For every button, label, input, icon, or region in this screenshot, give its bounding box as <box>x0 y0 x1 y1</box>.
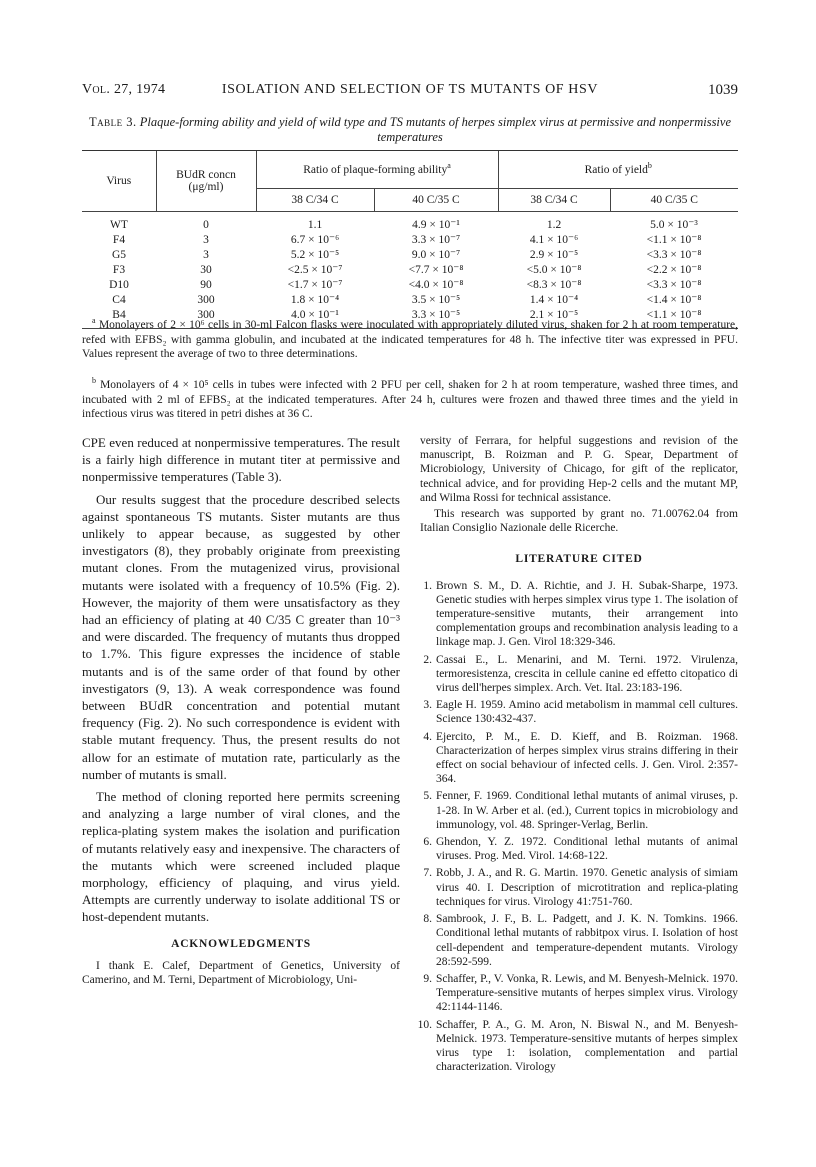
cell-yield-40: <2.2 × 10⁻⁸ <box>646 264 702 276</box>
cell-yield-40: <1.1 × 10⁻⁸ <box>610 308 738 329</box>
cell-virus: G5 <box>111 249 127 261</box>
cell-pfa-38: <1.7 × 10⁻⁷ <box>287 279 343 291</box>
table-row <box>82 233 738 248</box>
cell-budr: 300 <box>156 308 256 329</box>
cell-pfa-38: 1.1 <box>307 219 323 231</box>
group-header-yield-label: Ratio of yield <box>584 163 648 176</box>
column-header-budr-unit: (μg/ml) <box>188 181 224 193</box>
footnote-ref-b: b <box>647 160 652 170</box>
data-table <box>82 150 738 329</box>
body-paragraph: CPE even reduced at nonpermissive temperatures. The result is a fairly high difference in mutant titer at permissive and nonpermissive temperatures (Table 3). <box>82 435 400 485</box>
reference-item <box>417 1018 738 1075</box>
reference-number: 10. <box>417 1018 432 1031</box>
reference-number: 2. <box>423 653 432 666</box>
cell-budr: 90 <box>200 279 212 291</box>
reference-text: Sambrook, J. F., B. L. Padgett, and J. K. N. Tomkins. 1966. Conditional lethal mutants of rabbitpox virus. I. Isolation of host cell-dependent and temperature-dependent mutants. Virology 28:592-599. <box>436 913 738 968</box>
footnote-b-mark: b <box>92 376 96 386</box>
reference-item <box>420 698 738 726</box>
cell-budr: 3 <box>203 234 209 246</box>
subheader-pfa-38-34: 38 C/34 C <box>256 189 374 212</box>
acknowledgments-continued: versity of Ferrara, for helpful suggestions and revision of the manuscript, B. Roizman and P. G. Spear, Department of Microbiology, University of Chicago, for gift of the replicator, technical advice, and for providing Hep-2 cells and the mutant MP, and Wilma Rossi for technical assistance. <box>420 435 738 504</box>
cell-yield-38: 4.1 × 10⁻⁶ <box>529 234 579 246</box>
reference-item <box>420 835 738 863</box>
group-header-plaque-forming <box>256 151 498 189</box>
cell-virus: WT <box>110 219 128 231</box>
volume-label: Vol. 27, 1974 <box>82 82 166 97</box>
running-title: ISOLATION AND SELECTION OF TS MUTANTS OF HSV <box>221 82 599 97</box>
reference-item <box>420 653 738 696</box>
cell-pfa-38: 4.0 × 10⁻¹ <box>256 308 374 329</box>
reference-text: Fenner, F. 1969. Conditional lethal mutants of animal viruses, p. 1-28. In W. Arber et al. (ed.), Current topics in microbiology and immunology, vol. 48. Springer-Verlag, Berlin. <box>436 790 738 831</box>
reference-text: Ejercito, P. M., E. D. Kieff, and B. Roizman. 1968. Characterization of herpes simplex virus strains differing in their effect on social behaviour of infected cells. J. Gen. Virol. 2:357-364. <box>436 730 738 786</box>
reference-number: 6. <box>423 836 432 849</box>
cell-pfa-38: 6.7 × 10⁻⁶ <box>290 234 340 246</box>
cell-yield-40: <1.4 × 10⁻⁸ <box>646 294 702 306</box>
cell-yield-38: <8.3 × 10⁻⁸ <box>526 279 582 291</box>
running-head <box>82 82 738 104</box>
cell-pfa-40: <7.7 × 10⁻⁸ <box>408 264 464 276</box>
reference-item <box>420 866 738 909</box>
cell-pfa-40: 3.3 × 10⁻⁷ <box>411 234 461 246</box>
cell-yield-38: 2.1 × 10⁻⁵ <box>498 308 610 329</box>
reference-text: Schaffer, P. A., G. M. Aron, N. Biswal N., and M. Benyesh-Melnick. 1973. Temperature-sensitive mutants of herpes simplex virus type 1: isolation, complementation and partial characterization. Virology <box>436 1018 738 1074</box>
reference-item <box>420 912 738 969</box>
column-header-budr <box>156 151 256 212</box>
acknowledgments-text: I thank E. Calef, Department of Genetics, University of Camerino, and M. Terni, Department of Microbiology, Uni- <box>82 959 400 987</box>
cell-virus: D10 <box>109 279 129 291</box>
table-row <box>82 248 738 263</box>
cell-budr: 300 <box>197 294 215 306</box>
reference-number: 4. <box>423 730 432 743</box>
cell-budr: 3 <box>203 249 209 261</box>
cell-yield-38: 1.2 <box>546 219 562 231</box>
reference-number: 1. <box>423 579 432 592</box>
body-paragraph: The method of cloning reported here permits screening and analyzing a large number of viral clones, and the replica-plating system makes the isolation and purification of mutants relatively easy and inexpensive. The characters of the mutants which were screened included plaque morphology, efficiency of plaquing, and virus yield. Attempts are currently underway to isolate additional TS or host-dependent mutants. <box>82 789 400 925</box>
cell-pfa-38: <2.5 × 10⁻⁷ <box>287 264 343 276</box>
subheader-pfa-40-35: 40 C/35 C <box>374 189 498 212</box>
cell-yield-40: <3.3 × 10⁻⁸ <box>646 249 702 261</box>
cell-yield-40: <1.1 × 10⁻⁸ <box>646 234 702 246</box>
reference-text: Eagle H. 1959. Amino acid metabolism in mammal cell cultures. Science 130:432-437. <box>436 699 738 726</box>
footnote-a-mark: a <box>92 316 96 326</box>
column-header-budr-label: BUdR concn <box>176 169 236 181</box>
reference-item <box>420 730 738 787</box>
cell-yield-40: <3.3 × 10⁻⁸ <box>646 279 702 291</box>
table-footnote-a <box>82 318 738 362</box>
literature-cited-heading: LITERATURE CITED <box>515 553 643 566</box>
grant-statement: This research was supported by grant no. 71.00762.04 from Italian Consiglio Nazionale delle Ricerche. <box>420 508 738 535</box>
reference-number: 5. <box>423 790 432 803</box>
cell-budr: 0 <box>203 219 209 231</box>
cell-pfa-38: 5.2 × 10⁻⁵ <box>290 249 340 261</box>
body-paragraph: Our results suggest that the procedure described selects against spontaneous TS mutants. Sister mutants are thus unlikely to appear because, as suggested by other investigators (8), they probably originate from preexisting mutant clones. From the mutagenized virus, provisional mutants were isolated with a frequency of 10.5% (Fig. 2). However, the majority of them were unsatisfactory as they had an efficiency of plating at 40 C/35 C greater than 10⁻³ and were discarded. The frequency of mutants thus dropped to 1.7%. This figure expresses the incidence of stable mutants and is of the same order of that found by other investigators (9, 13). A weak correspondence was found between BUdR concentration and potential mutant frequency (Fig. 2). No such correspondence is evident with stable mutant frequency. Thus, the present results do not allow for an estimate of mutation rate, particularly as the number of mutants is small. <box>82 491 400 782</box>
group-header-plaque-forming-label: Ratio of plaque-forming ability <box>303 163 448 176</box>
cell-virus: F3 <box>112 264 126 276</box>
group-header-yield <box>498 151 738 189</box>
reference-text: Schaffer, P., V. Vonka, R. Lewis, and M. Benyesh-Melnick. 1970. Temperature-sensitive mutants of herpes simplex virus. Virology 42:1144-1146. <box>436 972 738 1014</box>
table-row <box>82 278 738 293</box>
right-column <box>417 434 738 1077</box>
cell-yield-40: 5.0 × 10⁻³ <box>650 219 698 231</box>
table-caption-text: Plaque-forming ability and yield of wild type and TS mutants of herpes simplex virus at permissive and nonpermissive temperatures <box>139 115 732 144</box>
reference-number: 9. <box>423 972 432 985</box>
cell-pfa-40: 9.0 × 10⁻⁷ <box>411 249 461 261</box>
page-number: 1039 <box>708 82 738 98</box>
cell-virus: F4 <box>112 234 126 246</box>
table-caption-label: Table 3. <box>88 115 137 129</box>
cell-yield-38: 1.4 × 10⁻⁴ <box>529 294 579 306</box>
reference-number: 3. <box>423 699 432 712</box>
cell-yield-38: 2.9 × 10⁻⁵ <box>529 249 579 261</box>
reference-text: Cassai E., L. Menarini, and M. Terni. 1972. Virulenza, termoresistenza, crescita in cellule canine ed effetto citopatico di virus dell'herpes simplex. Arch. Vet. Ital. 23:183-196. <box>436 653 738 695</box>
reference-text: Ghendon, Y. Z. 1972. Conditional lethal mutants of animal viruses. Prog. Med. Virol. 14:68-122. <box>436 836 738 863</box>
reference-number: 8. <box>423 913 432 926</box>
cell-pfa-40: 4.9 × 10⁻¹ <box>412 219 460 231</box>
table-row <box>82 263 738 278</box>
subheader-yield-38-34: 38 C/34 C <box>498 189 610 212</box>
cell-virus: B4 <box>82 308 156 329</box>
cell-yield-38: <5.0 × 10⁻⁸ <box>526 264 582 276</box>
table-row <box>82 212 738 234</box>
reference-item <box>420 972 738 1015</box>
reference-number: 7. <box>423 867 432 880</box>
cell-pfa-38: 1.8 × 10⁻⁴ <box>290 294 340 306</box>
subheader-yield-40-35: 40 C/35 C <box>610 189 738 212</box>
table-caption <box>82 115 738 145</box>
cell-pfa-40: 3.5 × 10⁻⁵ <box>411 294 461 306</box>
left-column <box>82 434 400 987</box>
table-footnote-b <box>82 378 738 422</box>
reference-text: Brown S. M., D. A. Richtie, and J. H. Subak-Sharpe, 1973. Genetic studies with herpes simplex virus type 1. The isolation of temperature-sensitive mutants, their arrangement into complementation groups and recombination analysis leading to a linkage map. J. Gen. Virol 18:329-346. <box>436 579 738 649</box>
cell-budr: 30 <box>200 264 212 276</box>
reference-item <box>420 579 738 650</box>
footnote-a-text: Monolayers of 2 × 10⁶ cells in 30-ml Falcon flasks were inoculated with appropriately diluted virus, shaken for 2 h at room temperature, refed with EFBS₂ with gamma globulin, and incubated at the indicated temperatures for 48 h. The infective titer was expressed in PFU. Values represent the average of two to three determinations. <box>82 319 738 360</box>
cell-pfa-40: 3.3 × 10⁻⁵ <box>374 308 498 329</box>
cell-pfa-40: <4.0 × 10⁻⁸ <box>408 279 464 291</box>
reference-item <box>420 789 738 832</box>
acknowledgments-heading: ACKNOWLEDGMENTS <box>171 937 311 950</box>
cell-virus: C4 <box>112 294 126 306</box>
table-row <box>82 293 738 308</box>
column-header-virus: Virus <box>82 151 156 212</box>
footnote-ref-a: a <box>447 160 451 170</box>
footnote-b-text: Monolayers of 4 × 10⁵ cells in tubes were infected with 2 PFU per cell, shaken for 2 h at room temperature, washed three times, and incubated with 2 ml of EFBS₂ at the indicated temperatures. After 24 h, cultures were frozen and thawed three times and the yield in infectious virus was titered in petri dishes at 36 C. <box>82 379 738 420</box>
reference-text: Robb, J. A., and R. G. Martin. 1970. Genetic analysis of simiam virus 40. I. Description of microtitration and replica-plating techniques for virus. Virology 41:751-760. <box>436 867 738 908</box>
reference-list <box>417 579 738 1075</box>
